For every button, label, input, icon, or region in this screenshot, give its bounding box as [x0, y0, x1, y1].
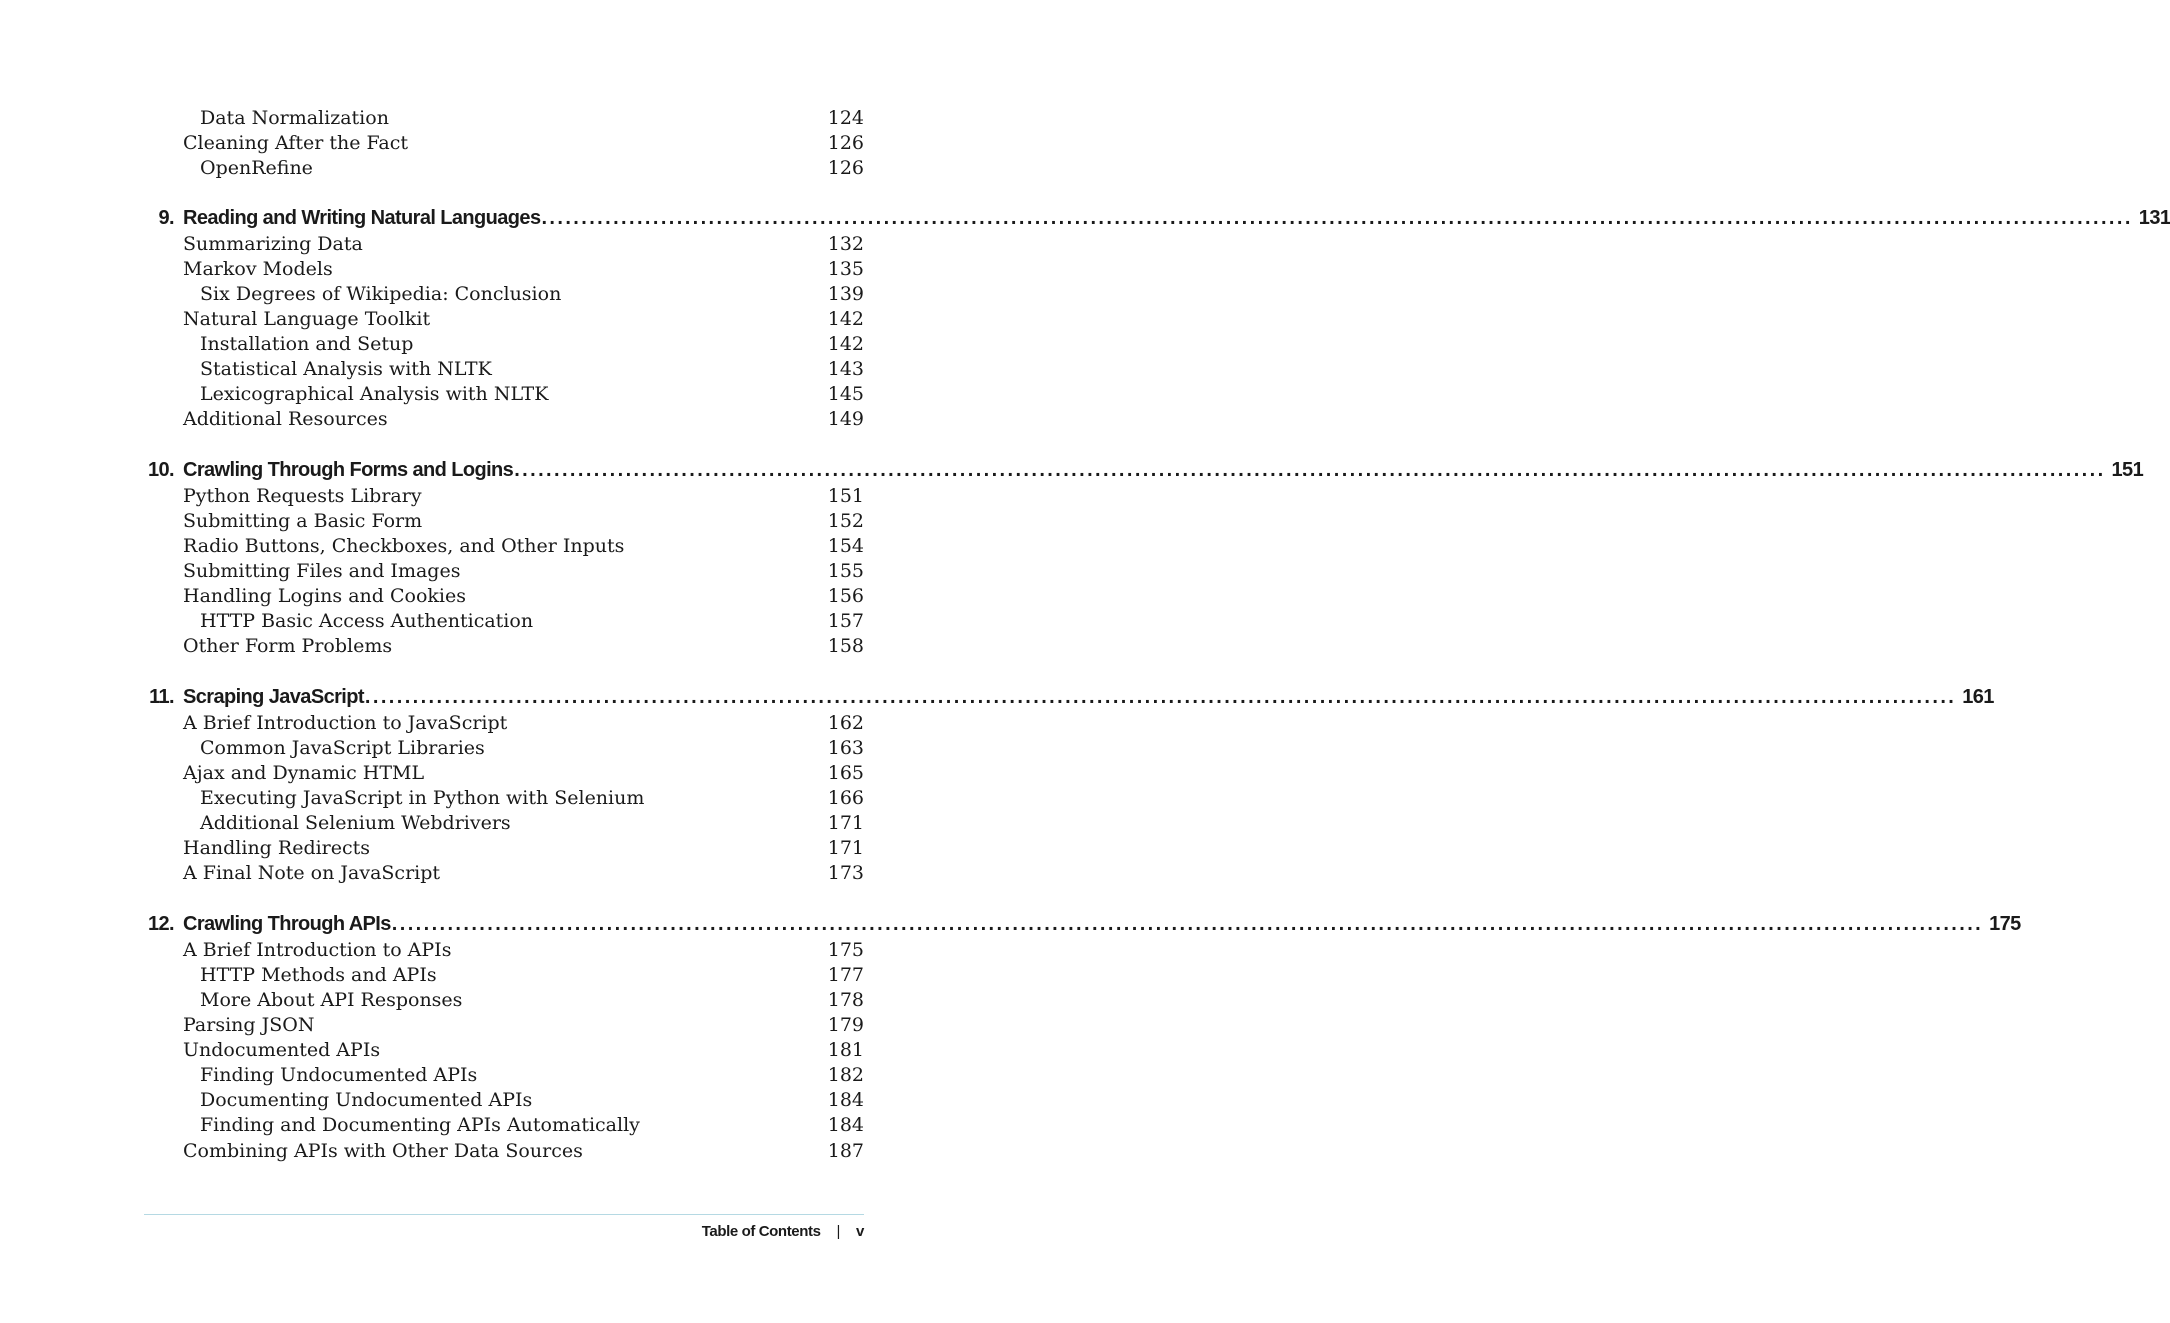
toc-section-row[interactable]	[183, 307, 864, 332]
entry-page-number: 139	[827, 283, 864, 305]
entry-title: Installation and Setup	[200, 333, 414, 355]
entry-page-number: 171	[827, 812, 864, 834]
chapter-leader	[183, 683, 1994, 711]
entry-title: A Brief Introduction to APIs	[183, 939, 452, 961]
toc-subsection-row[interactable]	[200, 736, 864, 761]
entry-title: Natural Language Toolkit	[183, 308, 431, 330]
entry-page-number: 156	[827, 585, 864, 607]
toc-section-row[interactable]	[183, 484, 864, 509]
toc-section-row[interactable]	[183, 861, 864, 886]
toc-section-row[interactable]	[183, 761, 864, 786]
entry-title: HTTP Basic Access Authentication	[200, 610, 534, 632]
toc-chapter-row[interactable]	[140, 456, 2144, 484]
toc-section-row[interactable]	[183, 1139, 864, 1164]
chapter-page-number: 151	[2111, 459, 2144, 481]
chapter-page-number: 175	[1989, 913, 2021, 935]
chapter-number: 11.	[149, 686, 174, 708]
entry-page-number: 132	[827, 233, 864, 255]
entry-page-number: 143	[827, 358, 864, 380]
entry-title: Finding Undocumented APIs	[200, 1064, 478, 1086]
entry-page-number: 158	[827, 635, 864, 657]
footer-label: Table of Contents	[701, 1223, 821, 1240]
entry-title: Additional Resources	[183, 408, 388, 430]
chapter-number: 10.	[147, 459, 174, 481]
entry-page-number: 165	[827, 762, 864, 784]
entry-title: Documenting Undocumented APIs	[200, 1089, 533, 1111]
dot-leader: ........................................................................................................................................................................................................	[514, 459, 2106, 481]
chapter-page-number: 131	[2138, 207, 2170, 229]
toc-section-row[interactable]	[183, 559, 864, 584]
entry-title: Six Degrees of Wikipedia: Conclusion	[200, 283, 562, 305]
entry-title: Radio Buttons, Checkboxes, and Other Inputs	[183, 535, 625, 557]
entry-page-number: 154	[827, 535, 864, 557]
entry-title: Data Normalization	[200, 107, 389, 129]
running-footer	[702, 1220, 864, 1244]
entry-page-number: 182	[827, 1064, 864, 1086]
toc-chapter-row[interactable]	[140, 910, 2021, 938]
entry-page-number: 155	[827, 560, 864, 582]
entry-page-number: 151	[827, 485, 864, 507]
chapter-leader	[183, 910, 2021, 938]
toc-subsection-row[interactable]	[200, 282, 864, 307]
entry-title: More About API Responses	[200, 989, 463, 1011]
entry-title: Submitting Files and Images	[183, 560, 461, 582]
toc-section-row[interactable]	[183, 407, 864, 432]
entry-page-number: 175	[827, 939, 864, 961]
dot-leader: ........................................................................................................................................................................................................	[541, 207, 2133, 229]
entry-title: A Brief Introduction to JavaScript	[183, 712, 508, 734]
toc-subsection-row[interactable]	[200, 1063, 864, 1088]
toc-section-row[interactable]	[183, 711, 864, 736]
entry-title: Common JavaScript Libraries	[200, 737, 485, 759]
entry-page-number: 184	[827, 1089, 864, 1111]
toc-section-row[interactable]	[183, 1038, 864, 1063]
entry-title: Ajax and Dynamic HTML	[183, 762, 425, 784]
toc-subsection-row[interactable]	[200, 357, 864, 382]
entry-title: Statistical Analysis with NLTK	[200, 358, 492, 380]
entry-title: Finding and Documenting APIs Automatically	[200, 1114, 640, 1136]
chapter-number: 12.	[147, 913, 174, 935]
toc-subsection-row[interactable]	[200, 811, 864, 836]
toc-section-row[interactable]	[183, 534, 864, 559]
toc-section-row[interactable]	[183, 257, 864, 282]
entry-page-number: 162	[827, 712, 864, 734]
entry-page-number: 184	[827, 1114, 864, 1136]
chapter-title: Crawling Through APIs	[183, 913, 391, 935]
footer-page-number: v	[856, 1223, 864, 1240]
chapter-page-number: 161	[1962, 686, 1994, 708]
toc-subsection-row[interactable]	[200, 382, 864, 407]
toc-chapter-row[interactable]	[140, 683, 1994, 711]
entry-title: Lexicographical Analysis with NLTK	[200, 383, 549, 405]
entry-page-number: 124	[827, 107, 864, 129]
toc-subsection-row[interactable]	[200, 963, 864, 988]
entry-title: Submitting a Basic Form	[183, 510, 423, 532]
toc-subsection-row[interactable]	[200, 1113, 864, 1138]
entry-title: Handling Redirects	[183, 837, 371, 859]
chapter-leader	[183, 456, 2144, 484]
footer-separator: |	[836, 1223, 841, 1240]
chapter-title: Crawling Through Forms and Logins	[183, 459, 514, 481]
toc-section-row[interactable]	[183, 584, 864, 609]
entry-page-number: 149	[827, 408, 864, 430]
entry-page-number: 177	[827, 964, 864, 986]
entry-title: A Final Note on JavaScript	[183, 862, 441, 884]
entry-page-number: 145	[827, 383, 864, 405]
entry-title: Undocumented APIs	[183, 1039, 381, 1061]
toc-subsection-row[interactable]	[200, 156, 864, 181]
entry-title: Handling Logins and Cookies	[183, 585, 466, 607]
dot-leader: ........................................................................................................................................................................................................	[391, 913, 1984, 935]
toc-subsection-row[interactable]	[200, 609, 864, 634]
entry-page-number: 178	[827, 989, 864, 1011]
entry-page-number: 135	[827, 258, 864, 280]
entry-title: Executing JavaScript in Python with Selenium	[200, 787, 645, 809]
toc-subsection-row[interactable]	[200, 988, 864, 1013]
entry-page-number: 152	[827, 510, 864, 532]
entry-page-number: 181	[827, 1039, 864, 1061]
toc-section-row[interactable]	[183, 938, 864, 963]
entry-title: Other Form Problems	[183, 635, 393, 657]
toc-section-row[interactable]	[183, 634, 864, 659]
entry-title: Python Requests Library	[183, 485, 422, 507]
toc-section-row[interactable]	[183, 1013, 864, 1038]
entry-title: Combining APIs with Other Data Sources	[183, 1140, 583, 1162]
entry-page-number: 142	[827, 308, 864, 330]
entry-page-number: 157	[827, 610, 864, 632]
entry-title: HTTP Methods and APIs	[200, 964, 437, 986]
entry-page-number: 179	[827, 1014, 864, 1036]
toc-subsection-row[interactable]	[200, 1088, 864, 1113]
entry-page-number: 173	[827, 862, 864, 884]
toc-section-row[interactable]	[183, 131, 864, 156]
entry-page-number: 187	[827, 1140, 864, 1162]
entry-title: Cleaning After the Fact	[183, 132, 409, 154]
chapter-title: Scraping JavaScript	[183, 686, 364, 708]
toc-section-row[interactable]	[183, 836, 864, 861]
toc-subsection-row[interactable]	[200, 332, 864, 357]
toc-subsection-row[interactable]	[200, 786, 864, 811]
toc-section-row[interactable]	[183, 509, 864, 534]
entry-page-number: 166	[827, 787, 864, 809]
entry-title: Summarizing Data	[183, 233, 363, 255]
entry-title: Parsing JSON	[183, 1014, 315, 1036]
entry-page-number: 126	[827, 157, 864, 179]
toc-chapter-row[interactable]	[140, 204, 2170, 232]
entry-page-number: 163	[827, 737, 864, 759]
entry-title: OpenRefine	[200, 157, 313, 179]
entry-title: Additional Selenium Webdrivers	[200, 812, 511, 834]
footer-divider	[144, 1214, 864, 1215]
toc-section-row[interactable]	[183, 232, 864, 257]
entry-title: Markov Models	[183, 258, 333, 280]
entry-page-number: 142	[827, 333, 864, 355]
dot-leader: ........................................................................................................................................................................................................	[364, 686, 1957, 708]
toc-subsection-row[interactable]	[200, 106, 864, 131]
chapter-leader	[183, 204, 2170, 232]
chapter-number: 9.	[158, 207, 174, 229]
chapter-title: Reading and Writing Natural Languages	[183, 207, 541, 229]
entry-page-number: 171	[827, 837, 864, 859]
entry-page-number: 126	[827, 132, 864, 154]
